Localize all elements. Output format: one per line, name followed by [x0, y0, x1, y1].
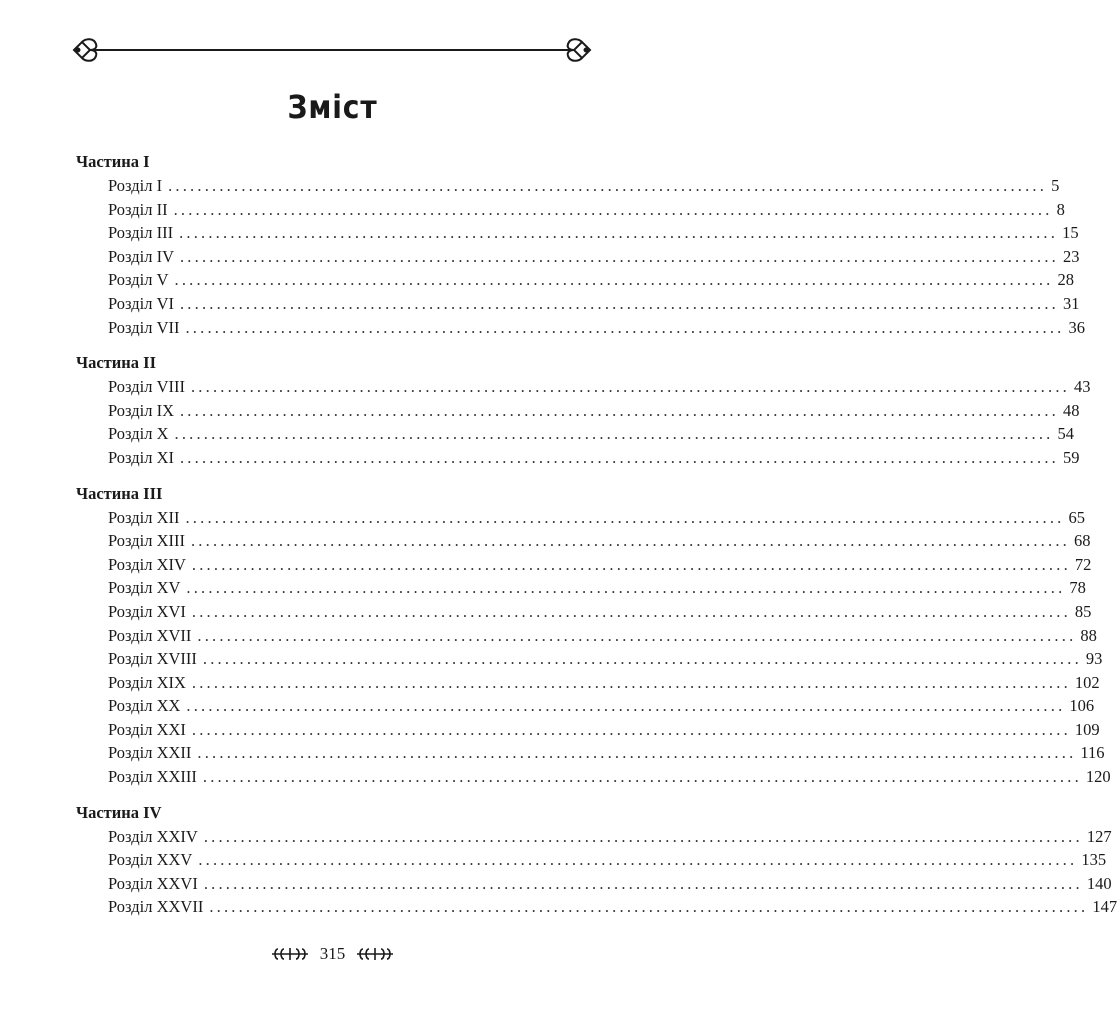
chapter-label: Розділ II — [108, 199, 168, 219]
page-footer — [0, 944, 665, 964]
chapter-page-number: 116 — [1080, 743, 1105, 763]
chapter-page-number: 68 — [1073, 531, 1091, 551]
toc-entry[interactable] — [76, 671, 1100, 695]
chapter-label: Розділ IV — [108, 246, 174, 266]
chapter-page-number: 31 — [1062, 293, 1080, 313]
dot-leader: ........................................................................................................................ — [191, 672, 1071, 692]
chapter-label: Розділ XXII — [108, 743, 192, 763]
chapter-page-number: 135 — [1081, 850, 1107, 870]
dot-leader: ........................................................................................................................ — [202, 767, 1082, 787]
toc-entry[interactable] — [76, 399, 1080, 423]
toc-part — [76, 150, 1085, 339]
dot-leader: ........................................................................................................................ — [185, 317, 1065, 337]
chapter-label: Розділ XXVI — [108, 873, 198, 893]
chapter-label: Розділ VIII — [108, 377, 185, 397]
dot-leader: ........................................................................................................................ — [174, 424, 1054, 444]
chapter-label: Розділ III — [108, 223, 174, 243]
toc-entry[interactable] — [76, 647, 1103, 671]
toc-entry[interactable] — [76, 718, 1100, 742]
toc-entry[interactable] — [76, 624, 1097, 648]
dot-leader: ........................................................................................................................ — [179, 400, 1059, 420]
chapter-label: Розділ VI — [108, 293, 174, 313]
toc-entry[interactable] — [76, 741, 1105, 765]
chapter-page-number: 106 — [1069, 696, 1095, 716]
dot-leader: ........................................................................................................................ — [190, 377, 1070, 397]
chapter-label: Розділ XX — [108, 696, 181, 716]
toc-entry[interactable] — [76, 848, 1107, 872]
chapter-page-number: 120 — [1085, 767, 1111, 787]
left-ornament-icon — [74, 39, 102, 61]
chapter-page-number: 48 — [1062, 400, 1080, 420]
chapter-label: Розділ XVII — [108, 625, 192, 645]
chapter-label: Розділ X — [108, 424, 169, 444]
dot-leader: ........................................................................................................................ — [197, 743, 1077, 763]
toc-entry[interactable] — [76, 316, 1085, 340]
toc-entry[interactable] — [76, 576, 1086, 600]
dot-leader: ........................................................................................................................ — [203, 873, 1083, 893]
toc-entry[interactable] — [76, 174, 1060, 198]
dot-leader: ........................................................................................................................ — [186, 578, 1066, 598]
chapter-page-number: 78 — [1069, 578, 1086, 598]
chapter-page-number: 109 — [1074, 719, 1100, 739]
chapter-label: Розділ XIV — [108, 554, 186, 574]
chapter-page-number: 127 — [1086, 826, 1112, 846]
toc-part — [76, 482, 1111, 789]
dot-leader: ........................................................................................................................ — [179, 293, 1059, 313]
part-title: Частина III — [76, 483, 163, 503]
footer-right-ornament-icon — [355, 946, 395, 962]
chapter-label: Розділ XXVII — [108, 897, 204, 917]
toc-entry[interactable] — [76, 375, 1091, 399]
chapter-page-number: 65 — [1068, 507, 1085, 527]
toc-entry[interactable] — [76, 292, 1080, 316]
chapter-label: Розділ VII — [108, 317, 180, 337]
dot-leader: ........................................................................................................................ — [191, 554, 1071, 574]
toc-entry[interactable] — [76, 529, 1091, 553]
chapter-page-number: 59 — [1062, 447, 1080, 467]
dot-leader: ........................................................................................................................ — [191, 601, 1071, 621]
dot-leader: ........................................................................................................................ — [173, 199, 1053, 219]
toc-entry[interactable] — [76, 895, 1117, 919]
toc-entry[interactable] — [76, 506, 1085, 530]
chapter-label: Розділ XII — [108, 507, 180, 527]
page-title: Зміст — [287, 88, 378, 126]
chapter-page-number: 140 — [1086, 873, 1112, 893]
chapter-page-number: 72 — [1074, 554, 1092, 574]
toc-entry[interactable] — [76, 694, 1095, 718]
chapter-page-number: 93 — [1085, 649, 1103, 669]
toc-entry[interactable] — [76, 600, 1092, 624]
page-number: 315 — [319, 944, 346, 963]
toc-part — [76, 351, 1091, 469]
chapter-label: Розділ IX — [108, 400, 174, 420]
chapter-label: Розділ XV — [108, 578, 181, 598]
chapter-label: Розділ XI — [108, 447, 174, 467]
dot-leader: ........................................................................................................................ — [168, 176, 1048, 195]
chapter-label: Розділ XVI — [108, 601, 186, 621]
dot-leader: ........................................................................................................................ — [209, 897, 1089, 917]
dot-leader: ........................................................................................................................ — [179, 223, 1059, 243]
dot-leader: ........................................................................................................................ — [174, 270, 1054, 290]
chapter-label: Розділ I — [108, 176, 163, 195]
toc-entry[interactable] — [76, 221, 1079, 245]
dot-leader: ........................................................................................................................ — [190, 531, 1070, 551]
dot-leader: ........................................................................................................................ — [186, 696, 1066, 716]
dot-leader: ........................................................................................................................ — [185, 507, 1065, 527]
chapter-page-number: 85 — [1074, 601, 1092, 621]
chapter-label: Розділ XXV — [108, 850, 193, 870]
toc-entry[interactable] — [76, 446, 1080, 470]
chapter-label: Розділ XXIV — [108, 826, 198, 846]
chapter-page-number: 54 — [1057, 424, 1074, 444]
chapter-page-number: 8 — [1056, 199, 1065, 219]
part-title: Частина II — [76, 353, 157, 373]
part-title: Частина I — [76, 152, 150, 171]
toc-entry[interactable] — [76, 422, 1074, 446]
chapter-label: Розділ XVIII — [108, 649, 197, 669]
chapter-page-number: 88 — [1080, 625, 1097, 645]
chapter-page-number: 36 — [1068, 317, 1085, 337]
table-of-contents — [76, 150, 1117, 931]
toc-entry[interactable] — [76, 198, 1065, 222]
footer-left-ornament-icon — [270, 946, 310, 962]
toc-entry[interactable] — [76, 268, 1074, 292]
chapter-page-number: 102 — [1074, 672, 1100, 692]
chapter-page-number: 28 — [1057, 270, 1074, 290]
dot-leader: ........................................................................................................................ — [179, 447, 1059, 467]
dot-leader: ........................................................................................................................ — [203, 826, 1083, 846]
dot-leader: ........................................................................................................................ — [179, 246, 1059, 266]
chapter-label: Розділ V — [108, 270, 169, 290]
chapter-page-number: 147 — [1092, 897, 1117, 917]
toc-entry[interactable] — [76, 825, 1112, 849]
chapter-page-number: 5 — [1051, 176, 1060, 195]
right-ornament-icon — [562, 39, 590, 61]
chapter-page-number: 15 — [1062, 223, 1079, 243]
toc-entry[interactable] — [76, 553, 1092, 577]
toc-entry[interactable] — [76, 245, 1080, 269]
chapter-label: Розділ XIX — [108, 672, 186, 692]
chapter-label: Розділ XXIII — [108, 767, 197, 787]
dot-leader: ........................................................................................................................ — [197, 625, 1077, 645]
chapter-label: Розділ XIII — [108, 531, 185, 551]
toc-part — [76, 801, 1117, 919]
chapter-page-number: 43 — [1073, 377, 1091, 397]
toc-entry[interactable] — [76, 872, 1112, 896]
dot-leader: ........................................................................................................................ — [191, 719, 1071, 739]
part-title: Частина IV — [76, 802, 162, 822]
chapter-page-number: 23 — [1062, 246, 1080, 266]
toc-entry[interactable] — [76, 765, 1111, 789]
top-ornamental-border — [72, 36, 592, 64]
chapter-label: Розділ XXI — [108, 719, 186, 739]
dot-leader: ........................................................................................................................ — [198, 850, 1078, 870]
dot-leader: ........................................................................................................................ — [202, 649, 1082, 669]
